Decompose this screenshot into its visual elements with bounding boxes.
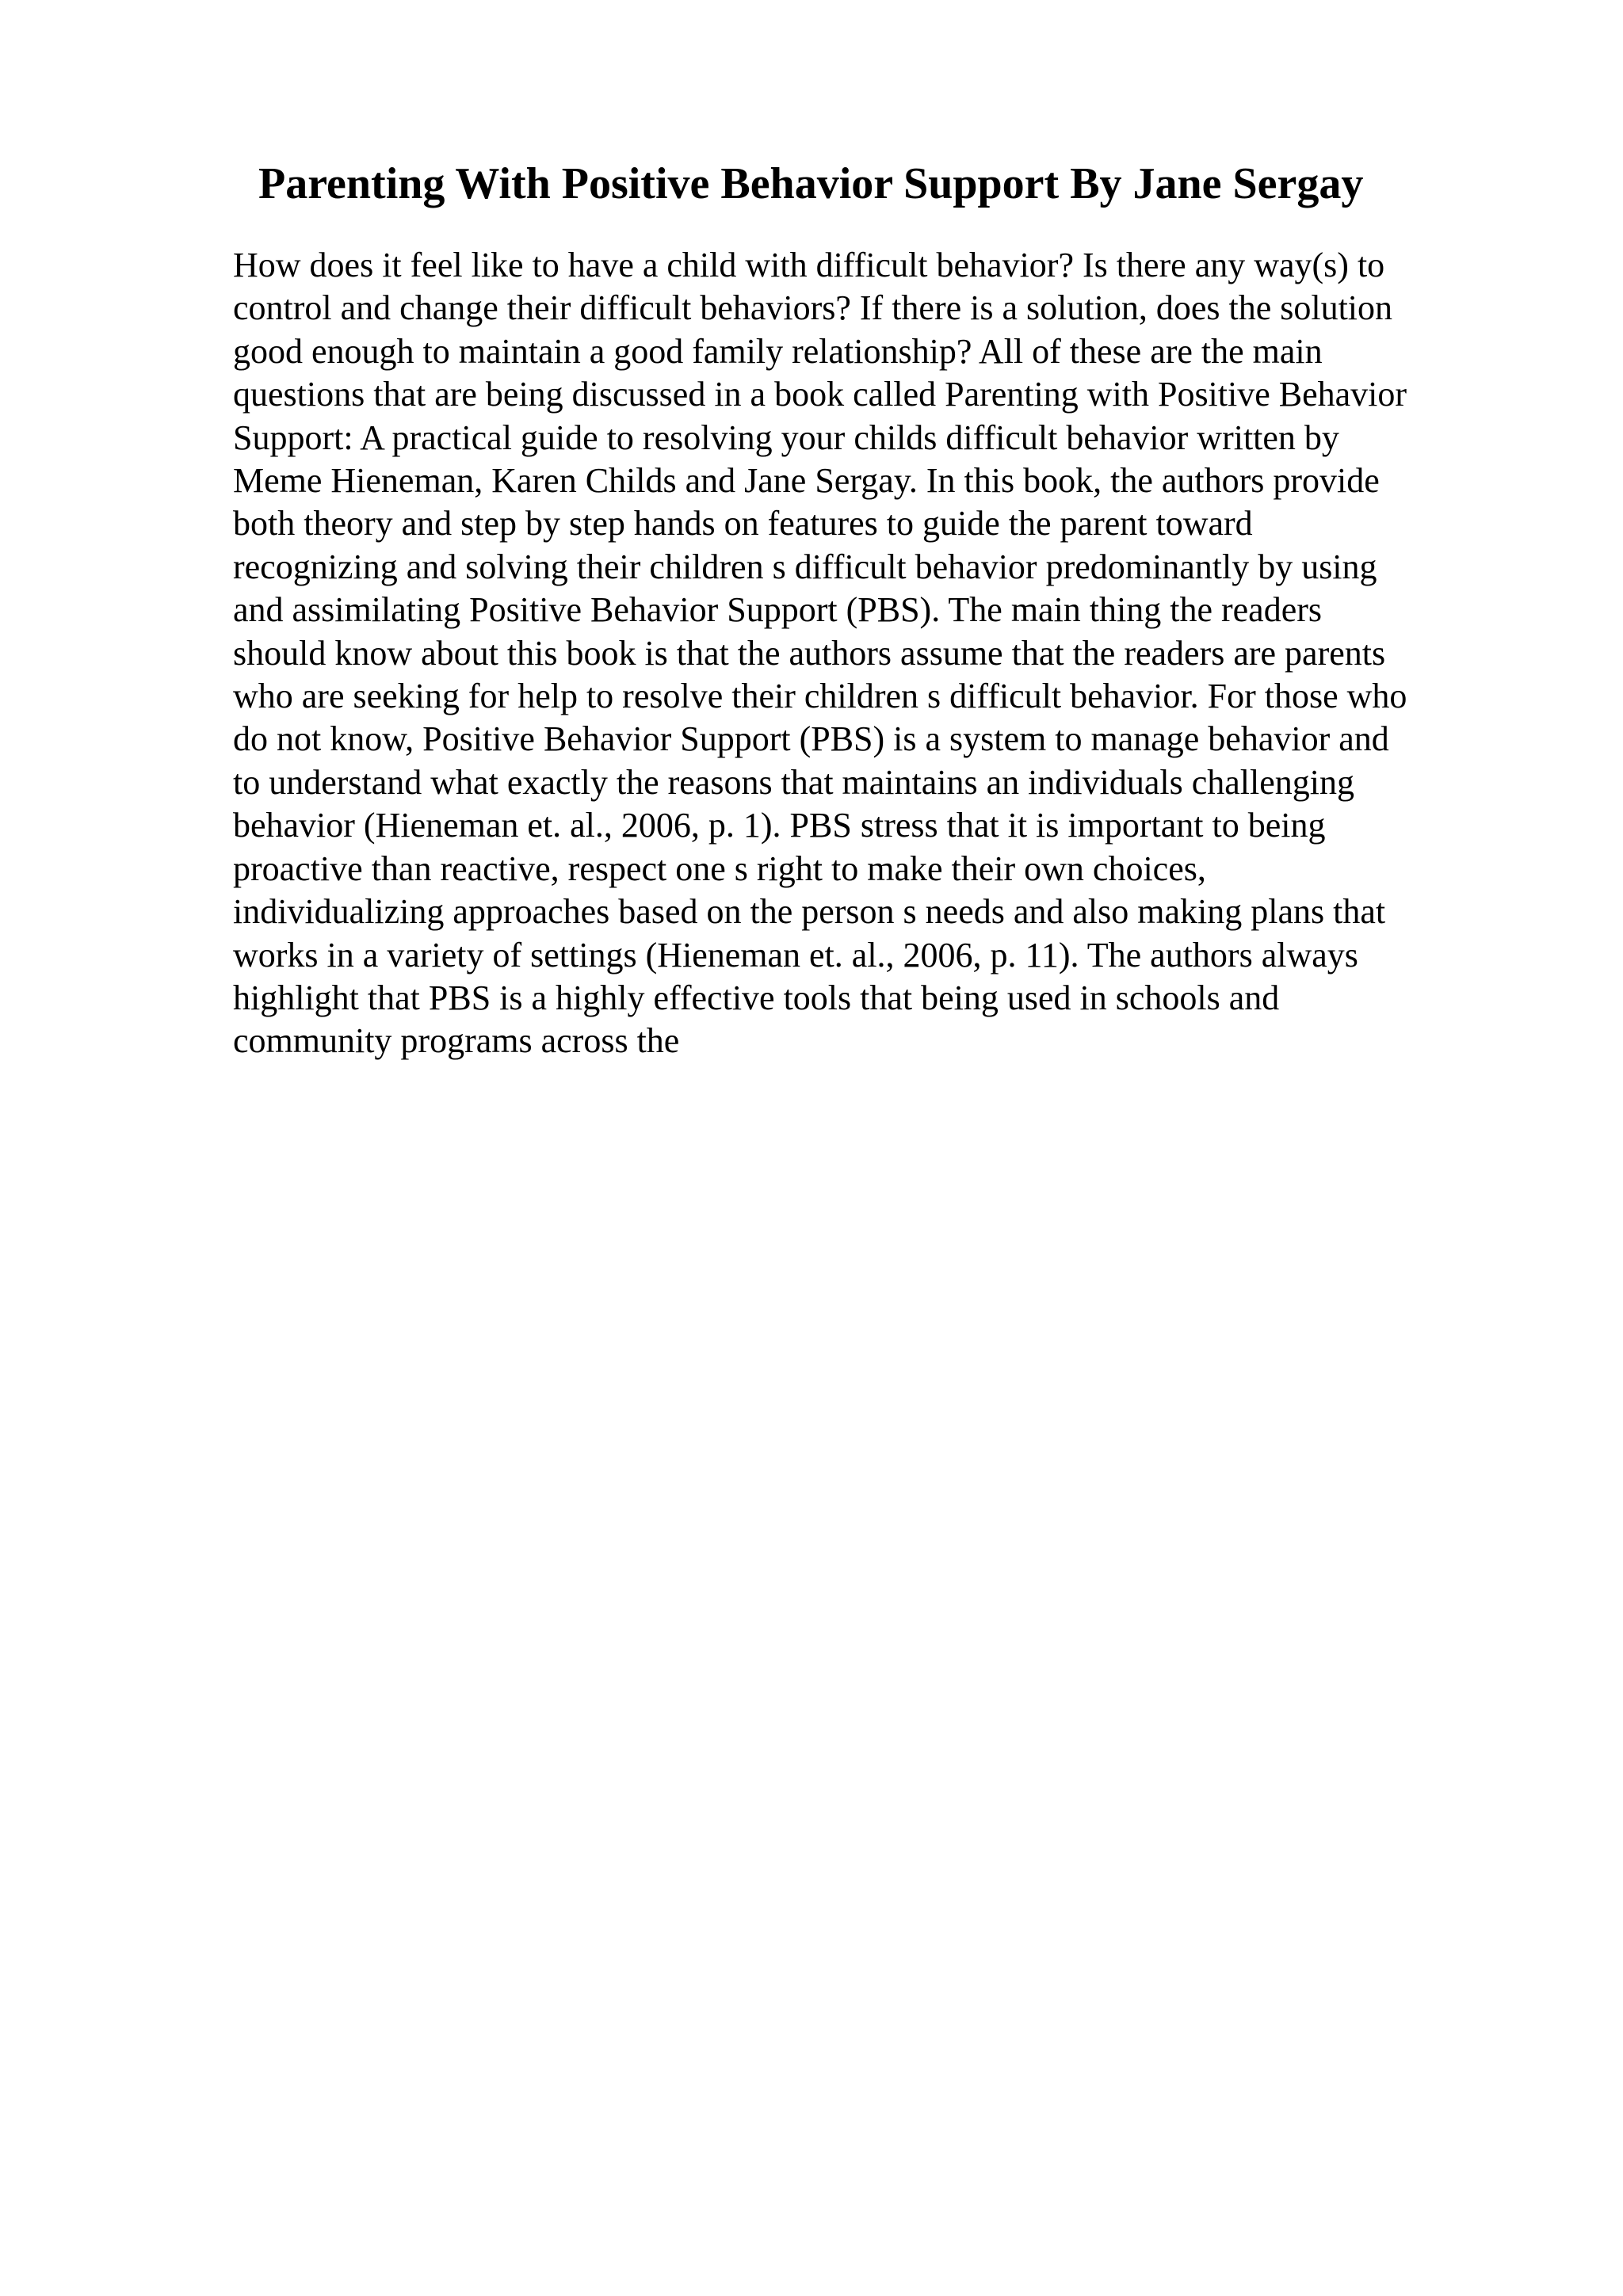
paragraph-line: questions that are being discussed in a book called Parenting with Positive Behavior	[233, 375, 1407, 414]
paragraph-line: who are seeking for help to resolve their children s difficult behavior. For those who	[233, 677, 1407, 716]
paragraph-line: proactive than reactive, respect one s right to make their own choices,	[233, 849, 1206, 888]
paragraph-line: should know about this book is that the authors assume that the readers are parents	[233, 633, 1386, 673]
paragraph-line: good enough to maintain a good family relationship? All of these are the main	[233, 331, 1323, 371]
paragraph-line: individualizing approaches based on the person s needs and also making plans that	[233, 892, 1386, 932]
paragraph-line: works in a variety of settings (Hieneman et. al., 2006, p. 11). The authors always	[233, 935, 1358, 974]
paragraph-line: to understand what exactly the reasons that maintains an individuals challenging	[233, 762, 1354, 802]
page-title: Parenting With Positive Behavior Support By Jane Sergay	[258, 159, 1364, 208]
paragraph-line: both theory and step by step hands on features to guide the parent toward	[233, 504, 1253, 543]
paragraph-line: Support: A practical guide to resolving your childs difficult behavior written by	[233, 418, 1339, 457]
paragraph-line: do not know, Positive Behavior Support (PBS) is a system to manage behavior and	[233, 719, 1389, 759]
paragraph-line: Meme Hieneman, Karen Childs and Jane Sergay. In this book, the authors provide	[233, 461, 1380, 501]
paragraph-line: How does it feel like to have a child with difficult behavior? Is there any way(s) to	[233, 246, 1385, 284]
body-paragraph	[233, 244, 1533, 1063]
paragraph-line: highlight that PBS is a highly effective tools that being used in schools and	[233, 978, 1280, 1017]
paragraph-line: behavior (Hieneman et. al., 2006, p. 1). PBS stress that it is important to being	[233, 806, 1326, 845]
paragraph-line: and assimilating Positive Behavior Support (PBS). The main thing the readers	[233, 590, 1323, 630]
paragraph-line: control and change their difficult behaviors? If there is a solution, does the solution	[233, 288, 1393, 328]
paragraph-line: community programs across the	[233, 1021, 680, 1061]
paragraph-line: recognizing and solving their children s difficult behavior predominantly by using	[233, 547, 1377, 586]
